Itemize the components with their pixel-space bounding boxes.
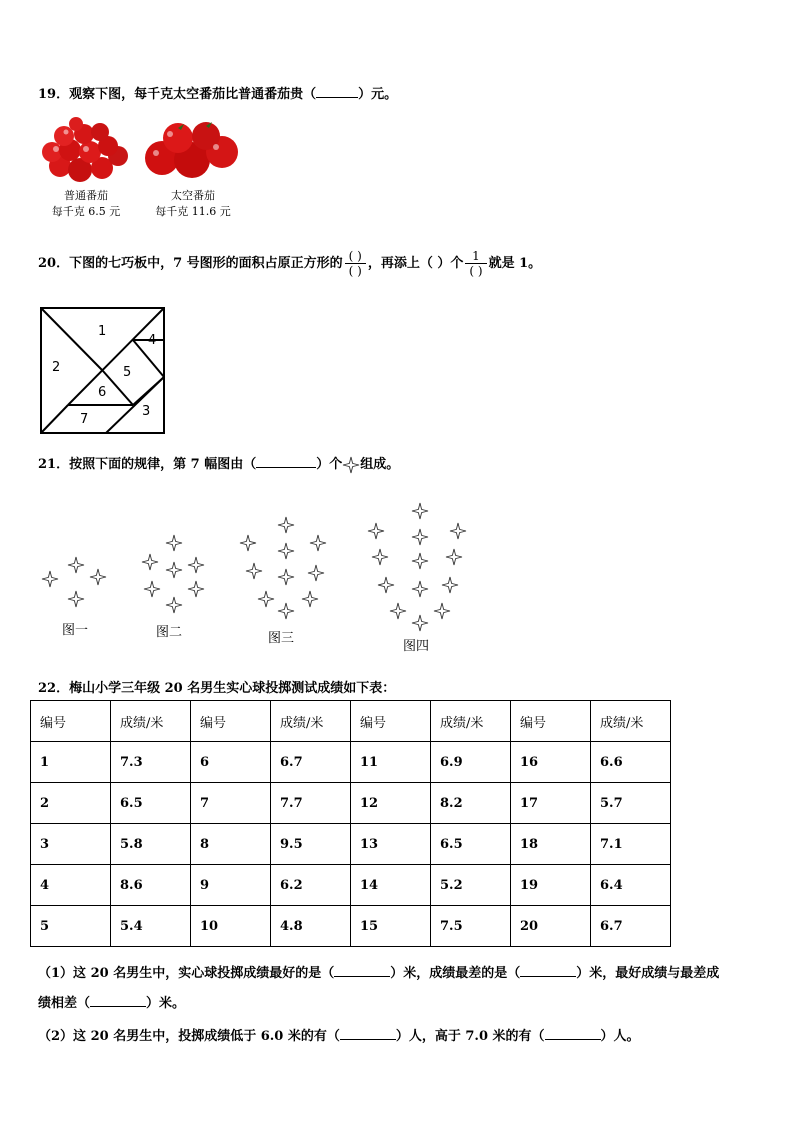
table-row bbox=[31, 824, 671, 865]
table-cell: 17 bbox=[511, 783, 591, 824]
space-tomato-caption bbox=[138, 188, 248, 220]
figure-4-label: 图四 bbox=[403, 639, 430, 654]
table-cell: 13 bbox=[351, 824, 431, 865]
tangram-label-7: 7 bbox=[80, 412, 89, 427]
table-cell: 6.7 bbox=[591, 906, 671, 947]
q20-frac2-denominator: ( ) bbox=[469, 264, 483, 278]
table-cell: 4 bbox=[31, 865, 111, 906]
table-cell: 6 bbox=[191, 742, 271, 783]
q22-intro: 梅山小学三年级 20 名男生实心球投掷测试成绩如下表： bbox=[69, 681, 396, 696]
regular-tomato-price: 每千克 6.5 元 bbox=[51, 205, 121, 218]
q22-number: 22． bbox=[38, 681, 70, 696]
table-row bbox=[31, 783, 671, 824]
score-table bbox=[30, 700, 671, 947]
q21-answer-blank[interactable] bbox=[256, 455, 316, 468]
q19-number: 19． bbox=[38, 87, 70, 102]
q20-frac1-denominator: ( ) bbox=[348, 264, 362, 278]
table-cell: 15 bbox=[351, 906, 431, 947]
figure-4-stars bbox=[368, 503, 466, 631]
regular-tomato-caption bbox=[31, 188, 141, 220]
tangram-label-2: 2 bbox=[52, 360, 61, 375]
table-header-cell: 编号 bbox=[191, 701, 271, 742]
table-cell: 7.3 bbox=[111, 742, 191, 783]
table-cell: 11 bbox=[351, 742, 431, 783]
table-cell: 18 bbox=[511, 824, 591, 865]
q22-sub2 bbox=[38, 1025, 640, 1044]
q21-question bbox=[38, 453, 399, 474]
q21-text: 按照下面的规律，第 7 幅图由（ bbox=[69, 457, 257, 472]
q19-text: 观察下图，每千克太空番茄比普通番茄贵（ bbox=[69, 87, 317, 102]
q19-answer-blank[interactable] bbox=[316, 85, 358, 98]
q22-worst-score-blank[interactable] bbox=[520, 964, 576, 977]
table-cell: 5.8 bbox=[111, 824, 191, 865]
tangram-line bbox=[41, 405, 68, 433]
tangram-line bbox=[41, 308, 103, 371]
q20-unit-fraction[interactable] bbox=[465, 249, 486, 278]
regular-tomato-name: 普通番茄 bbox=[64, 189, 108, 202]
table-cell: 6.5 bbox=[431, 824, 511, 865]
q20-fraction-blank[interactable] bbox=[345, 249, 366, 278]
table-cell: 1 bbox=[31, 742, 111, 783]
table-cell: 6.6 bbox=[591, 742, 671, 783]
q22-sub1-text-c: ）米，最好成绩与最差成 bbox=[576, 966, 720, 981]
table-cell: 6.4 bbox=[591, 865, 671, 906]
table-cell: 6.2 bbox=[271, 865, 351, 906]
table-cell: 7 bbox=[191, 783, 271, 824]
q22-sub1-text-e: ）米。 bbox=[146, 996, 186, 1011]
space-tomato-pile bbox=[145, 122, 238, 178]
table-cell: 9.5 bbox=[271, 824, 351, 865]
q21-text-mid: ）个 bbox=[316, 457, 343, 472]
q20-text1: 下图的七巧板中，7 号图形的面积占原正方形的 bbox=[69, 256, 343, 271]
q21-number: 21． bbox=[38, 457, 70, 472]
table-cell: 20 bbox=[511, 906, 591, 947]
table-header-cell: 编号 bbox=[31, 701, 111, 742]
table-cell: 16 bbox=[511, 742, 591, 783]
q22-sub1-line2 bbox=[38, 992, 185, 1011]
q22-sub2-text-c: ）人。 bbox=[600, 1029, 640, 1044]
table-row bbox=[31, 742, 671, 783]
regular-tomato-image bbox=[40, 116, 132, 186]
star-icon bbox=[342, 456, 360, 474]
table-cell: 19 bbox=[511, 865, 591, 906]
table-cell: 3 bbox=[31, 824, 111, 865]
table-cell: 8 bbox=[191, 824, 271, 865]
table-header-cell: 编号 bbox=[511, 701, 591, 742]
q20-text3: 就是 1。 bbox=[488, 256, 542, 271]
q22-question bbox=[38, 677, 395, 696]
space-tomato-price: 每千克 11.6 元 bbox=[155, 205, 231, 218]
q20-frac2-numerator: 1 bbox=[472, 249, 480, 263]
table-cell: 5.2 bbox=[431, 865, 511, 906]
figure-3-stars bbox=[240, 517, 326, 619]
q21-text-end: 组成。 bbox=[360, 457, 400, 472]
table-cell: 8.6 bbox=[111, 865, 191, 906]
figure-1-label: 图一 bbox=[62, 623, 89, 638]
table-cell: 6.7 bbox=[271, 742, 351, 783]
q22-difference-blank[interactable] bbox=[90, 994, 146, 1007]
q22-sub1-text-b: ）米，成绩最差的是（ bbox=[390, 966, 521, 981]
space-tomato-image bbox=[142, 116, 242, 186]
q22-sub1-text-d: 绩相差（ bbox=[38, 996, 91, 1011]
table-cell: 12 bbox=[351, 783, 431, 824]
figure-3-label: 图三 bbox=[268, 631, 295, 646]
space-tomato-name: 太空番茄 bbox=[171, 189, 215, 202]
tangram-label-6: 6 bbox=[98, 385, 107, 400]
q22-sub1-line1 bbox=[38, 962, 719, 981]
tangram-label-3: 3 bbox=[142, 404, 151, 419]
table-cell: 8.2 bbox=[431, 783, 511, 824]
q20-text2: ，再添上（ ）个 bbox=[367, 256, 464, 271]
table-cell: 9 bbox=[191, 865, 271, 906]
table-header-row bbox=[31, 701, 671, 742]
q19-text-end: ）元。 bbox=[358, 87, 398, 102]
table-cell: 10 bbox=[191, 906, 271, 947]
table-row bbox=[31, 906, 671, 947]
tangram-label-4: 4 bbox=[148, 333, 157, 348]
table-header-cell: 成绩/米 bbox=[111, 701, 191, 742]
table-row bbox=[31, 865, 671, 906]
figure-2-stars bbox=[142, 535, 204, 613]
q22-sub2-text-b: ）人，高于 7.0 米的有（ bbox=[395, 1029, 545, 1044]
q19-question bbox=[38, 83, 397, 102]
star-pattern-figures bbox=[30, 495, 490, 645]
table-cell: 5.7 bbox=[591, 783, 671, 824]
table-header-cell: 成绩/米 bbox=[271, 701, 351, 742]
table-header-cell: 编号 bbox=[351, 701, 431, 742]
q22-sub1-text-a: （1）这 20 名男生中，实心球投掷成绩最好的是（ bbox=[38, 966, 335, 981]
q20-frac1-numerator: ( ) bbox=[348, 249, 362, 263]
tangram-label-1: 1 bbox=[98, 324, 107, 339]
table-cell: 6.9 bbox=[431, 742, 511, 783]
table-cell: 14 bbox=[351, 865, 431, 906]
table-header-cell: 成绩/米 bbox=[591, 701, 671, 742]
figure-1-stars bbox=[42, 557, 106, 607]
q20-number: 20． bbox=[38, 256, 70, 271]
table-cell: 7.1 bbox=[591, 824, 671, 865]
table-cell: 4.8 bbox=[271, 906, 351, 947]
table-cell: 7.5 bbox=[431, 906, 511, 947]
table-header-cell: 成绩/米 bbox=[431, 701, 511, 742]
q22-below-6-blank[interactable] bbox=[340, 1027, 396, 1040]
figure-2-label: 图二 bbox=[156, 625, 183, 640]
table-cell: 5 bbox=[31, 906, 111, 947]
q20-question bbox=[38, 242, 541, 286]
table-cell: 2 bbox=[31, 783, 111, 824]
table-cell: 5.4 bbox=[111, 906, 191, 947]
table-cell: 7.7 bbox=[271, 783, 351, 824]
regular-tomato-pile bbox=[42, 117, 128, 182]
q22-best-score-blank[interactable] bbox=[334, 964, 390, 977]
tangram-label-5: 5 bbox=[123, 365, 132, 380]
table-cell: 6.5 bbox=[111, 783, 191, 824]
q22-sub2-text-a: （2）这 20 名男生中，投掷成绩低于 6.0 米的有（ bbox=[38, 1029, 340, 1044]
q22-above-7-blank[interactable] bbox=[545, 1027, 601, 1040]
